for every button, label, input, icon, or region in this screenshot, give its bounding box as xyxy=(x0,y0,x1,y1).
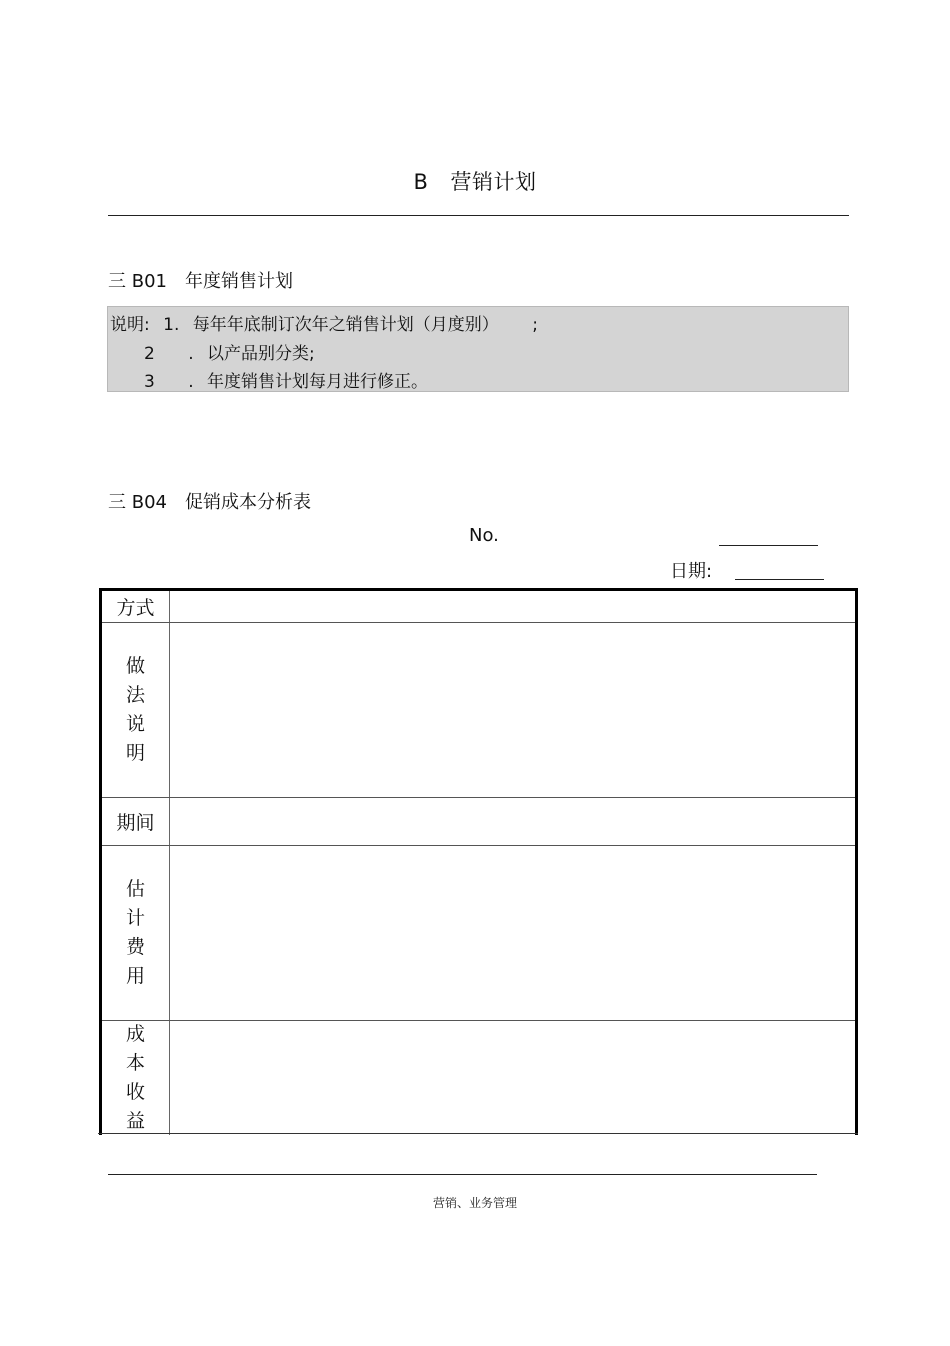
period-field[interactable] xyxy=(170,798,855,845)
note-label: 说明: xyxy=(110,315,150,335)
section-b04-prefix: 三 xyxy=(108,492,126,513)
number-label: No. xyxy=(469,525,499,546)
section-b04-title: 促销成本分析表 xyxy=(185,492,311,513)
footer-divider xyxy=(108,1174,817,1175)
approach-label-char: 法 xyxy=(125,684,145,706)
cost-benefit-field[interactable] xyxy=(170,1021,855,1135)
cost-benefit-label-char: 本 xyxy=(125,1052,145,1074)
form-row-approach xyxy=(102,623,855,798)
title-divider xyxy=(108,215,849,216)
note-line-3 xyxy=(144,367,428,392)
form-row-method xyxy=(102,591,855,623)
estimated-cost-label xyxy=(102,846,170,1020)
cost-benefit-label-char: 成 xyxy=(125,1023,145,1045)
approach-label-char: 明 xyxy=(125,742,145,764)
approach-label-char: 说 xyxy=(125,713,145,735)
approach-label-char: 做 xyxy=(125,655,145,677)
footer-text: 营销、业务管理 xyxy=(432,1196,517,1210)
section-b04-code: B04 xyxy=(131,492,167,513)
cost-benefit-label xyxy=(102,1021,170,1135)
cost-benefit-label-char: 收 xyxy=(125,1081,145,1103)
title-text: 营销计划 xyxy=(450,170,537,194)
form-bottom-border xyxy=(98,1133,858,1134)
estimated-cost-label-char: 用 xyxy=(125,965,145,987)
note-item-2-dot: . xyxy=(188,344,194,364)
note-item-1-suffix: ; xyxy=(532,315,538,335)
estimated-cost-field[interactable] xyxy=(170,846,855,1020)
form-row-period xyxy=(102,798,855,846)
form-row-cost-benefit xyxy=(102,1021,855,1135)
note-item-2-num: 2 xyxy=(144,344,155,364)
title-letter: B xyxy=(413,170,429,194)
note-item-3-text: 年度销售计划每月进行修正。 xyxy=(207,372,429,392)
note-item-2-text: 以产品别分类; xyxy=(207,344,315,364)
note-item-1-num: 1. xyxy=(163,315,180,335)
estimated-cost-label-char: 估 xyxy=(125,878,145,900)
method-label: 方式 xyxy=(102,591,170,622)
note-item-1-text: 每年年底制订次年之销售计划（月度别） xyxy=(192,315,499,335)
page-title xyxy=(0,166,950,196)
note-line-1 xyxy=(110,310,538,335)
date-label: 日期: xyxy=(670,561,713,582)
section-b04-heading xyxy=(108,488,311,514)
promotion-cost-form xyxy=(99,588,858,1135)
note-item-3-dot: . xyxy=(188,372,194,392)
approach-label xyxy=(102,623,170,797)
section-b01-code: B01 xyxy=(131,271,167,292)
note-box xyxy=(107,306,849,392)
section-b01-heading xyxy=(108,267,293,293)
estimated-cost-label-char: 费 xyxy=(125,936,145,958)
method-field[interactable] xyxy=(170,591,855,622)
note-item-3-num: 3 xyxy=(144,372,155,392)
date-field[interactable] xyxy=(735,579,824,580)
number-field[interactable] xyxy=(719,545,818,546)
section-b01-title: 年度销售计划 xyxy=(185,271,293,292)
section-b01-prefix: 三 xyxy=(108,271,126,292)
approach-field[interactable] xyxy=(170,623,855,797)
cost-benefit-label-char: 益 xyxy=(125,1110,145,1132)
period-label: 期间 xyxy=(102,798,170,845)
estimated-cost-label-char: 计 xyxy=(125,907,145,929)
form-row-estimated-cost xyxy=(102,846,855,1021)
note-line-2 xyxy=(144,339,315,364)
